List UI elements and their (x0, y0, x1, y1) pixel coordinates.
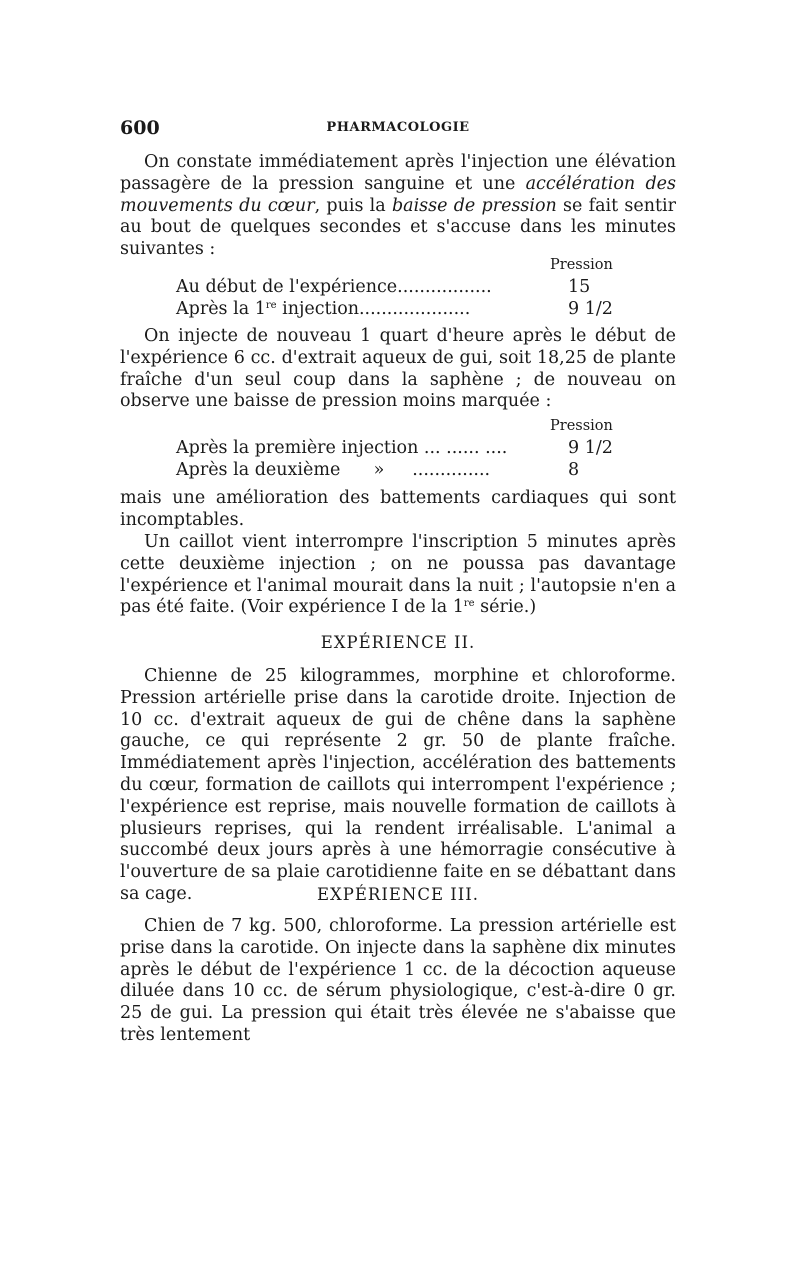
label-start: Après la 1 (176, 299, 266, 319)
para4-text-2: série.) (474, 597, 537, 618)
paragraph-6 (120, 916, 676, 1047)
table1-header: Pression (550, 257, 613, 273)
para1-text-3: se fait sentir au bout de quelques secondes et s'accuse dans les minutes suivantes : (120, 195, 677, 260)
para1-emphasis-1: accélération des mouvements du cœur (120, 173, 676, 216)
paragraph-2 (120, 326, 676, 413)
table1-row-label (176, 298, 470, 320)
label-superscript: re (265, 300, 277, 311)
table1-row (176, 276, 676, 298)
para1-emphasis-2: baisse de pression (391, 195, 557, 216)
page-header (120, 117, 676, 139)
paragraph-3 (120, 488, 676, 532)
para3-text: mais une amélioration des battements cardiaques qui sont incomptables. (120, 488, 676, 530)
page-number: 600 (120, 117, 160, 139)
para5-text: Chienne de 25 kilogrammes, morphine et chloroforme. Pression artérielle prise dans la carotide droite. Injection de 10 cc. d'extrait aqueux de gui de chêne dans la saphène gauche, ce qui représente 2 gr. 50 de plante fraîche. Immédiatement après l'injection, accélération des battements du cœur, formation de caillots qui interrompent l'expérience ; l'expérience est reprise, mais nouvelle formation de caillots à plusieurs reprises, qui la rendent irréalisable. L'animal a succombé deux jours après à une hémorragie consécutive à l'ouverture de sa plaie carotidienne faite en se débattant dans sa cage. (120, 666, 676, 904)
paragraph-1 (120, 152, 676, 261)
table2-row-value: 8 (568, 460, 580, 480)
table1-row (176, 298, 676, 320)
table2-row-label: Après la première injection ... ...... .... (176, 438, 508, 458)
table2-header: Pression (550, 418, 613, 434)
para1-text-2: , puis la (314, 195, 392, 216)
para2-text: On injecte de nouveau 1 quart d'heure après le début de l'expérience 6 cc. d'extrait aqueux de gui, soit 18,25 de plante fraîche d'un seul coup dans la saphène ; de nouveau on observe une baisse de pression moins marquée : (120, 326, 676, 412)
table2-row-value: 9 1/2 (568, 438, 613, 458)
paragraph-4 (120, 532, 676, 619)
section-heading-experience-2: EXPÉRIENCE II. (320, 633, 476, 652)
table2-row (176, 437, 676, 459)
paragraph-5 (120, 666, 676, 906)
table1-row-value: 9 1/2 (568, 299, 613, 319)
section-heading-experience-3: EXPÉRIENCE III. (316, 885, 480, 904)
para4-superscript: re (463, 598, 475, 610)
para1-text-1: On constate immédiatement après l'injection une élévation passagère de la pression sanguine et une (120, 152, 676, 194)
table1-row-label: Au début de l'expérience................. (176, 277, 492, 297)
para6-text: Chien de 7 kg. 500, chloroforme. La pression artérielle est prise dans la carotide. On injecte dans la saphène dix minutes après le début de l'expérience 1 cc. de la décoction aqueuse diluée dans 10 cc. de sérum physiologique, c'est-à-dire 0 gr. 25 de gui. La pression qui était très élevée ne s'abaisse que très lentement (120, 916, 676, 1045)
table2-row (176, 459, 676, 481)
para4-text-1: Un caillot vient interrompre l'inscription 5 minutes après cette deuxième injection ; on ne poussa pas davantage l'expérience et l'animal mourait dans la nuit ; l'autopsie n'en a pas été faite. (Voir expérience I de la 1 (120, 532, 676, 618)
running-title: PHARMACOLOGIE (326, 120, 470, 135)
label-end: injection.................... (276, 299, 471, 319)
table2-row-label: Après la deuxième » .............. (176, 460, 491, 480)
table1-row-value: 15 (568, 277, 591, 297)
